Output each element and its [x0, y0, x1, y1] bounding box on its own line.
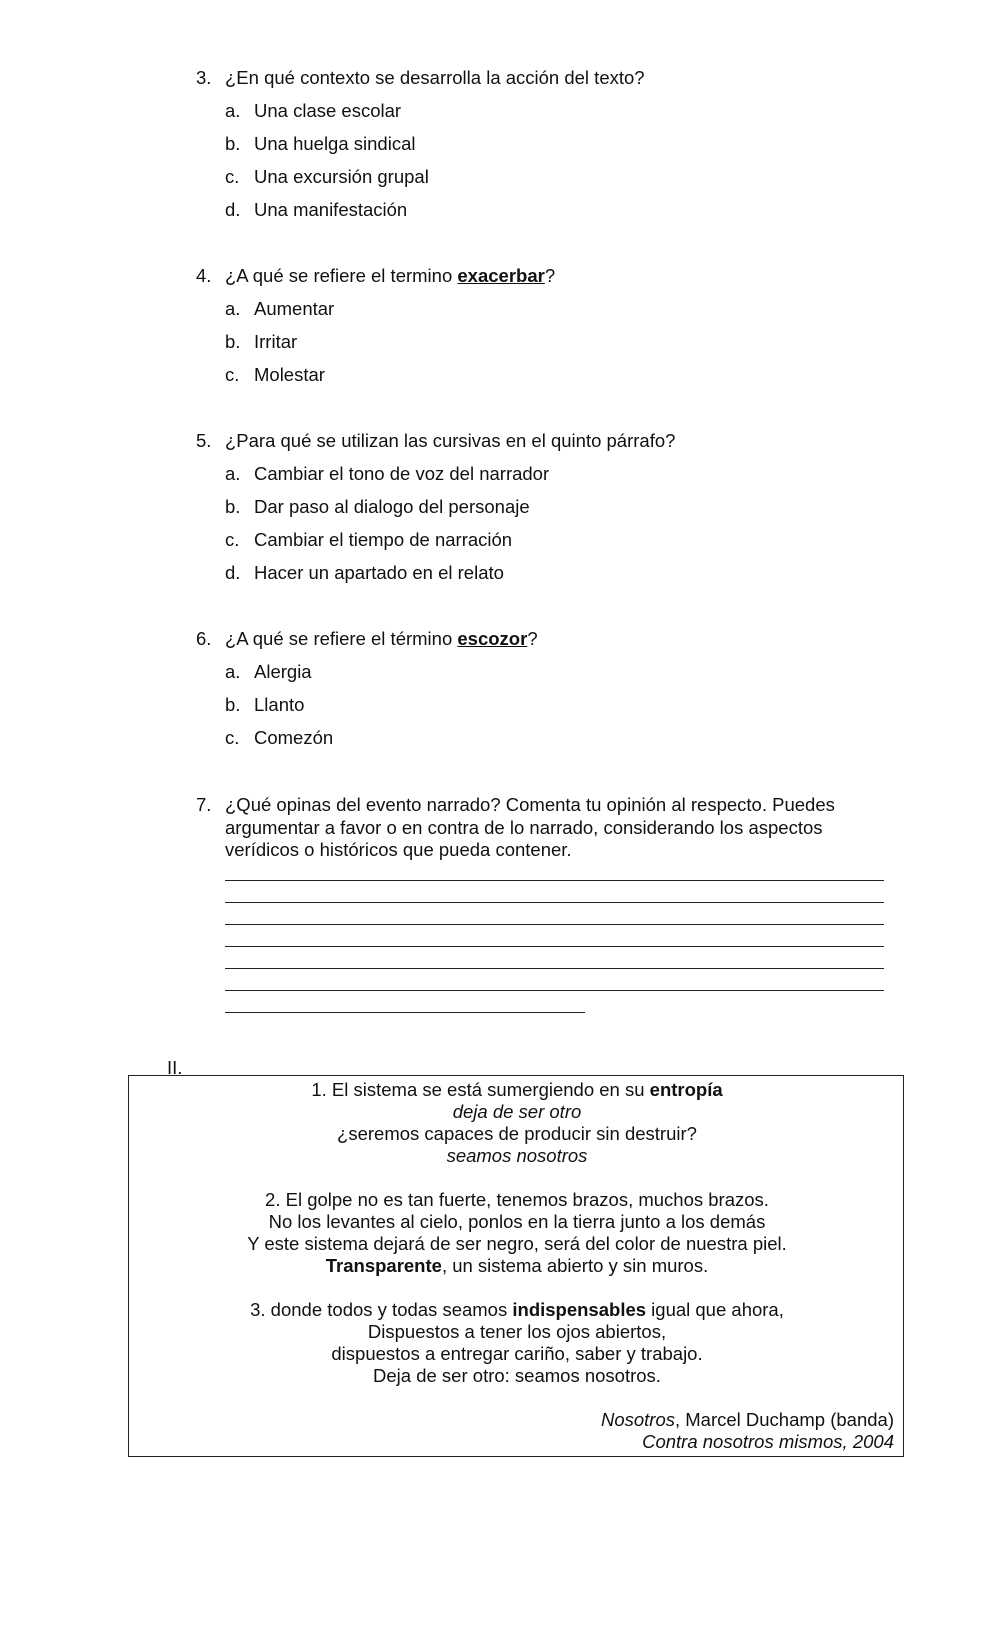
answer-line[interactable]: [225, 880, 884, 881]
option-4a[interactable]: a. Aumentar: [225, 298, 335, 319]
bold-word-indispensables: indispensables: [512, 1299, 647, 1320]
poem-line: No los levantes al cielo, ponlos en la tierra junto a los demás: [268, 1211, 766, 1232]
option-6a[interactable]: a. Alergia: [225, 661, 312, 682]
poem-credit-author: Nosotros, Marcel Duchamp (banda): [600, 1409, 894, 1430]
option-5d[interactable]: d. Hacer un apartado en el relato: [225, 562, 504, 583]
question-4-text: 4. ¿A qué se refiere el termino exacerbar?: [196, 265, 556, 286]
option-4b[interactable]: b. Irritar: [225, 331, 298, 352]
keyword-escozor: escozor: [457, 628, 528, 649]
answer-line[interactable]: [225, 946, 884, 947]
poem-line: Transparente, un sistema abierto y sin muros.: [325, 1255, 709, 1276]
poem-line: deja de ser otro: [452, 1101, 582, 1122]
bold-word-transparente: Transparente: [325, 1255, 442, 1276]
option-5a[interactable]: a. Cambiar el tono de voz del narrador: [225, 463, 550, 484]
question-5-text: 5. ¿Para qué se utilizan las cursivas en el quinto párrafo?: [196, 430, 676, 451]
poem-line: Y este sistema dejará de ser negro, será del color de nuestra piel.: [247, 1233, 787, 1254]
option-3d[interactable]: d. Una manifestación: [225, 199, 408, 220]
keyword-exacerbar: exacerbar: [457, 265, 545, 286]
question-3-text: 3. ¿En qué contexto se desarrolla la acción del texto?: [196, 67, 645, 88]
poem-line: ¿seremos capaces de producir sin destruir?: [337, 1123, 697, 1144]
option-3b[interactable]: b. Una huelga sindical: [225, 133, 416, 154]
poem-credit-album: Contra nosotros mismos, 2004: [642, 1431, 894, 1452]
section-heading: II.: [167, 1057, 183, 1078]
poem-line: Dispuestos a tener los ojos abiertos,: [367, 1321, 667, 1342]
bold-word-entropia: entropía: [649, 1079, 723, 1100]
option-6c[interactable]: c. Comezón: [225, 727, 334, 748]
question-6-text: 6. ¿A qué se refiere el término escozor?: [196, 628, 538, 649]
poem-line: 1. El sistema se está sumergiendo en su entropía: [311, 1079, 723, 1100]
option-5b[interactable]: b. Dar paso al dialogo del personaje: [225, 496, 530, 517]
option-3c[interactable]: c. Una excursión grupal: [225, 166, 429, 187]
poem-line: Deja de ser otro: seamos nosotros.: [373, 1365, 661, 1386]
answer-line[interactable]: [225, 1012, 585, 1013]
answer-line[interactable]: [225, 990, 884, 991]
option-4c[interactable]: c. Molestar: [225, 364, 325, 385]
option-3a[interactable]: a. Una clase escolar: [225, 100, 402, 121]
answer-line[interactable]: [225, 902, 884, 903]
poem-line: 3. donde todos y todas seamos indispensables igual que ahora,: [250, 1299, 784, 1320]
poem-box: [128, 1075, 904, 1457]
poem-line: dispuestos a entregar cariño, saber y trabajo.: [331, 1343, 703, 1364]
option-6b[interactable]: b. Llanto: [225, 694, 305, 715]
answer-line[interactable]: [225, 924, 884, 925]
poem-line: seamos nosotros: [446, 1145, 588, 1166]
option-5c[interactable]: c. Cambiar el tiempo de narración: [225, 529, 513, 550]
answer-line[interactable]: [225, 968, 884, 969]
poem-line: 2. El golpe no es tan fuerte, tenemos brazos, muchos brazos.: [265, 1189, 769, 1210]
question-7-text: ¿Qué opinas del evento narrado? Comenta tu opinión al respecto. Puedes argumentar a favor o en contra de lo narrado, considerando los aspectos verídicos o históricos que pueda contener.: [225, 794, 835, 860]
